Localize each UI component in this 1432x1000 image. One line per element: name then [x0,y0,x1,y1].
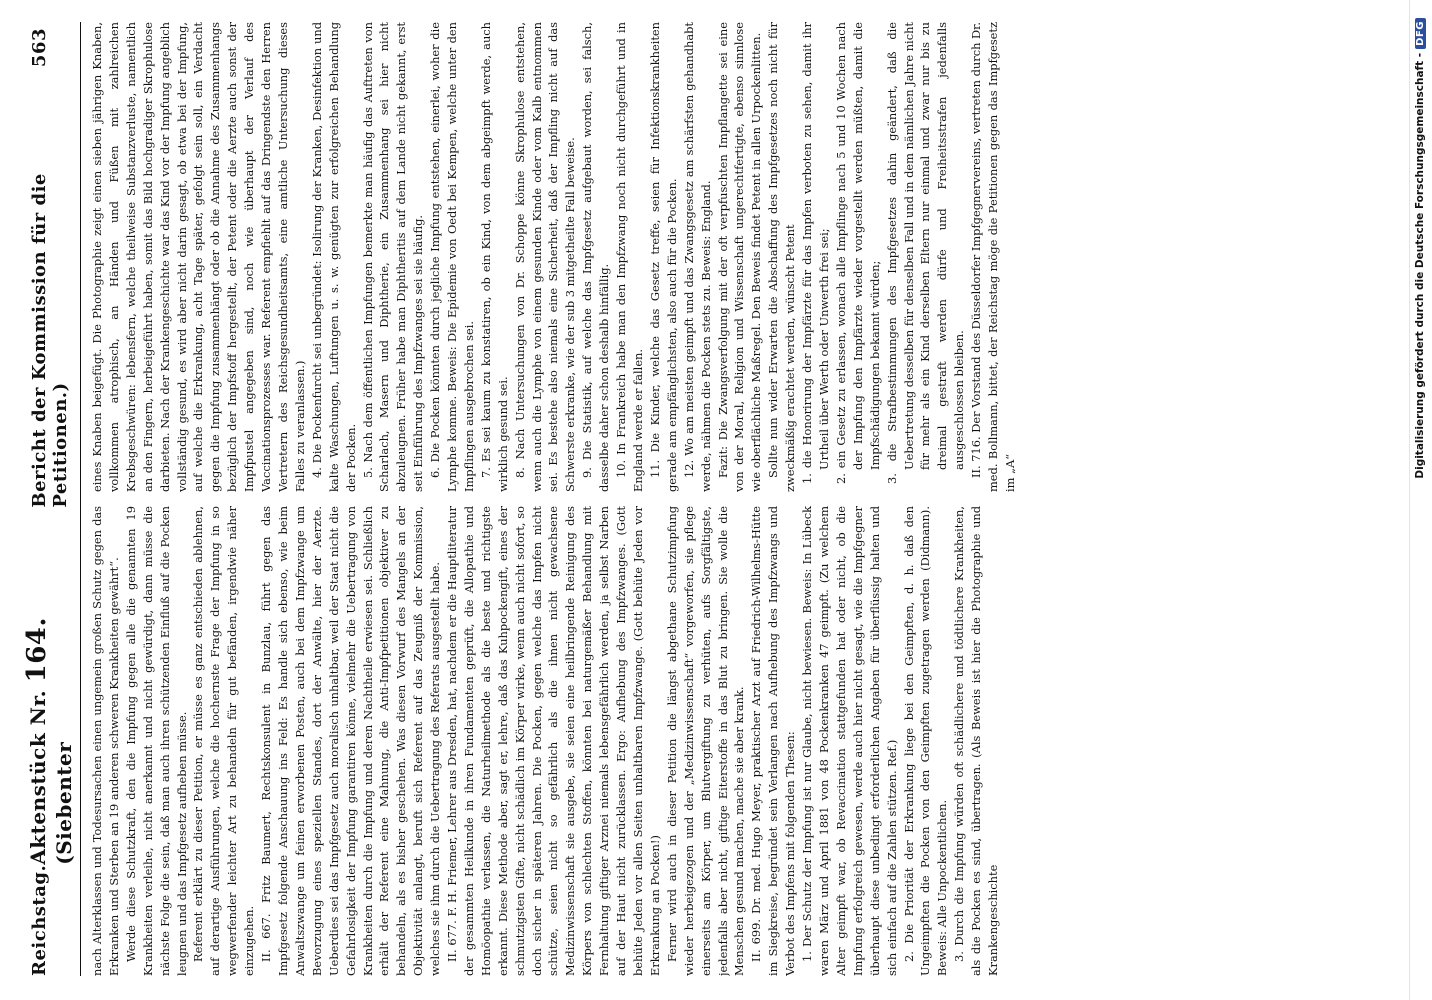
paragraph: II. 699. Dr. med. Hugo Meyer, praktischer Arzt auf Friedrich-Wilhelms-Hütte im Siegkreise, begründet sein Verlangen nach Aufhebung des Impfzwangs und Verbot des Impfens mit folgenden Thesen: [749,506,798,976]
credit-text: Digitalisierung gefördert durch die Deutsche Forschungsgemeinschaft - [1414,52,1426,479]
paragraph: Ferner wird auch in dieser Petition die längst abgethane Schutzimpfung wieder herbeigezogen und der „Medizinwissenschaft“ vorgeworfen, sie pflege einerseits am Körper, um Blutvergiftung zu verhüten, aufs Sorgfältigste, jedenfalls aber nicht, giftige Eiterstoffe in das Blut zu bringen. Sie wolle die Menschen gesund machen, mache sie aber krank. [664,506,747,976]
paragraph: II. 677. F. H. Friemer, Lehrer aus Dresden, hat, nachdem er die Hauptliteratur der gesammten Heilkunde in ihren Fundamenten geprüft, die Allopathie und Homöopathie verlassen, die Naturheilmethode als die beste und richtigste erkannt. Diese Methode aber, sagt er, lehre, daß das Kuhpockengift, eines der schmutzigsten Gifte, nicht schädlich im Körper wirke, wenn auch nicht sofort, so doch sicher in späteren Jahren. Die Pocken, gegen welche das Impfen nicht schütze, seien nicht so gefährlich als die ihnen nicht gewachsene Medizinwissenschaft sie ausgebe, sie seien eine heilbringende Reinigung des Körpers von schlechten Stoffen, könnten bei naturgemäßer Behandlung mit Fernhaltung giftiger Arznei niemals lebensgefährlich werden, ja selbst Narben auf der Haut nicht zurücklassen. Ergo: Aufhebung des Impfzwanges. (Gott behüte Jeden vor allen Seiten unhaltbaren Impfzwange. (Gott behüte Jeden vor Erkrankung an Pocken!) [445,506,662,976]
page-header [22,22,81,976]
paragraph: 2. Die Priorität der Erkrankung liege bei den Geimpften, d. h. daß den Ungeimpften die Pocken von den Geimpften zugetragen werden (Didmann). Beweis: Alle Unpockentlichen. [901,506,950,976]
paragraph: 7. Es sei kaum zu konstatiren, ob ein Kind, von dem abgeimpft werde, auch wirklich gesund sei. [478,22,510,492]
paragraph: nach Alterklassen und Todesursachen einen ungemein großen Schutz gegen das Erkranken und Sterben an 19 anderen schweren Krankheiten gewährt“. [90,506,121,976]
digitization-credit [1414,18,1430,898]
list-item: 3. die Strafbestimmungen des Impfgesetzes dahin geändert, daß die Uebertretung desselben für denselben Fall und in dem nämlichen Jahre nicht für mehr als ein Kind derselben Eltern nur einmal und zwar nur bis zu dreimal gestraft werden dürfe und Freiheitsstrafen jedenfalls ausgeschlossen bleiben. [884,22,967,484]
dfg-logo: DFG [1415,18,1426,49]
page-number: 563 [29,28,50,68]
paragraph: 6. Die Pocken könnten durch jegliche Impfung entstehen, einerlei, woher die Lymphe komme. Beweis: Die Epidemie von Oedt bei Kempen, welche unter den Impflingen ausgebrochen sei. [428,22,476,492]
paragraph: eines Knaben beigefügt. Die Photographie zeigt einen sieben jährigen Knaben, vollkommen atrophisch, an Händen und Füßen mit zahlreichen Krebsgeschwüren: lebensfern, welche theilweise Substanzverluste, namentlich an den Fingern, herbeigeführt haben, somit das Bild hochgradiger Skrophulose darbieten. Nach der Krankengeschichte war das Kind vor der Impfung angeblich vollständig gesund, es wird aber nicht darin gesagt, ob etwa bei der Impfung, auf welche die Erkrankung, acht Tage später, gefolgt sein soll, ein Verdacht gegen die Impfung zusammenhängt oder ob die Annahme des Zusammenhangs bezüglich der Impfstoff hergestellt, der Petent oder die Aerzte auch sonst der Impfpustel angegeben sind, noch wie überhaupt der Verlauf des Vaccinationsprozesses war. Referent empfiehlt auf das Dringendste den Herren Vertretern des Reichsgesundheitsamts, eine amtliche Untersuchung dieses Falles zu veranlassen.) [90,22,307,492]
paragraph: 12. Wo am meisten geimpft und das Zwangsgesetz am schärfsten gehandhabt werde, nähmen die Pocken stets zu. Beweis: England. [681,22,713,492]
paragraph: 3. Durch die Impfung würden oft schädlichere und tödtlichere Krankheiten, als die Pocken es sind, übertragen. (Als Beweis ist hier die Photographie und Krankengeschichte [952,506,1001,976]
header-document-number: 164. [22,617,52,683]
header-middle-prefix: Aktenstück Nr. [26,689,50,865]
text-columns [89,22,1419,976]
list-item: 2. ein Gesetz zu erlassen, wonach alle Impflinge nach 5 und 10 Wochen nach der Impfung den Impfärzte wieder vorgestellt werden müßten, damit die Impfschädigungen bekannt würden; [833,22,882,484]
paragraph: 5. Nach dem öffentlichen Impfungen bemerkte man häufig das Auftreten von Scharlach, Masern und Diphtherie, ein Zusammenhang sei hier nicht abzuleugnen. Früher habe man Diphtheritis auf dem Lande nicht gekannt, erst seit Einführung des Impfzwanges sei sie häufig. [360,22,426,492]
paragraph: Sollte nun wider Erwarten die Abschaffung des Impfgesetzes noch nicht für zweckmäßig erachtet werden, wünscht Petent [766,22,798,492]
header-middle [22,508,76,865]
paragraph: 4. Die Pockenfurcht sei unbegründet: Isolirung der Kranken, Desinfektion und kalte Waschungen, Luftungen u. s. w. genügten zur erfolgreichen Behandlung der Pocken. [309,22,358,492]
header-middle-suffix: (Siebenter [52,741,76,865]
paragraph: II. 716. Der Vorstand des Düsseldorfer Impfgegnervereins, vertreten durch Dr. med. Bollmann, bittet, der Reichstag möge die Petitionen gegen das Impfgesetz im „A“ [969,22,1017,492]
paragraph: 8. Nach Untersuchungen von Dr. Schoppe könne Skrophulose entstehen, wenn auch die Lymphe von einem gesunden Kinde oder vom Kalb entnommen sei. Es bestehe also niemals eine Sicherheit, daß der Impfling nicht auf das Schwerste erkranke, wie der sub 3 mitgetheilte Fall beweise. [512,22,578,492]
paragraph: 10. In Frankreich habe man den Impfzwang noch nicht durchgeführt und in England werde er fallen. [614,22,645,492]
list-item: 1. die Honorirung der Impfärzte für das Impfen verboten zu sehen, damit ihr Urtheil über Werth oder Unwerth frei sei; [800,22,831,484]
paragraph: 9. Die Statistik, auf welche das Impfgesetz aufgebaut worden, sei falsch, dasselbe daher schon deshalb hinfällig. [580,22,612,492]
paragraph: Fazit: Die Zwangsverfolgung mit der oft verpfuschten Impflangette sei eine von der Moral, Religion und Wissenschaft ungerechtfertigte, ebenso sinnlose wie oberflächliche Maßregel. Den Beweis findet Petent in allen Urpockenlitten. [715,22,764,492]
paragraph: Werde diese Schutzkraft, den die Impfung gegen alle die genannten 19 Krankheiten verleihe, nicht anerkannt und nicht gewürdigt, dann müsse die nächste Folge die sein, daß man auch ihren schützenden Einfluß auf die Pocken leugnen und das Impfgesetz aufheben müsse. [123,506,189,976]
paragraph: II. 667. Fritz Baumert, Rechtskonsulent in Bunzlau, führt gegen das Impfgesetz folgende Anschauung ins Feld: Es handle sich ebenso, wie beim Anwaltszwange um feinen erworbenen Posten, auch bei dem Impfzwange um Bevorzugung eines speziellen Standes, dort der Anwälte, hier der Aerzte. Ueberdies sei das Impfgesetz auch moralisch unhaltbar, weil der Staat nicht die Gefahrlosigkeit der Impfung garantiren könne, vielmehr die Uebertragung von Krankheiten durch die Impfung und deren Nachtheile erwiesen sei. Schließlich erhält der Referent eine Mahnung, die Anti-Impfpetitionen objektiver zu behandeln, als es bisher geschehen. Was diesen Vorwurf des Mangels an der Objektivität anlangt, beruft sich Referent auf das Zeugniß der Kommission, welches sie ihm durch die Uebertragung des Referats ausgestellt habe. [259,506,443,976]
left-column [89,506,1419,976]
header-right: Bericht der Kommission für die Petitionen.) [29,173,71,508]
header-left: Reichstag. [29,864,50,976]
paragraph: Referent erklärt zu dieser Petition, er müsse es ganz entschieden ablehnen, auf derartige Ausführungen, welche die hochernste Frage der Impfung in so wegwerfender leichter Art zu behandeln für gut befänden, irgendwie näher einzugehen. [191,506,257,976]
right-column [89,22,1419,492]
paragraph: 1. Der Schutz der Impfung ist nur Glaube, nicht bewiesen. Beweis: In Lübeck waren März und April 1881 von 48 Pockenkranken 47 geimpft. (Zu welchem Alter geimpft war, ob Revaccination stattgefunden hat oder nicht, ob die Impfung erfolgreich gewesen, werde auch hier nicht gesagt, wie die Impfgegner überhaupt diese unbedingt erforderlichen Angaben für überflüssig halten und sich einfach auf die Zahlen stützen. Ref.) [800,506,899,976]
paragraph: 11. Die Kinder, welche das Gesetz treffe, seien für Infektionskrankheiten gerade am empfänglichsten, also auch für die Pocken. [647,22,679,492]
